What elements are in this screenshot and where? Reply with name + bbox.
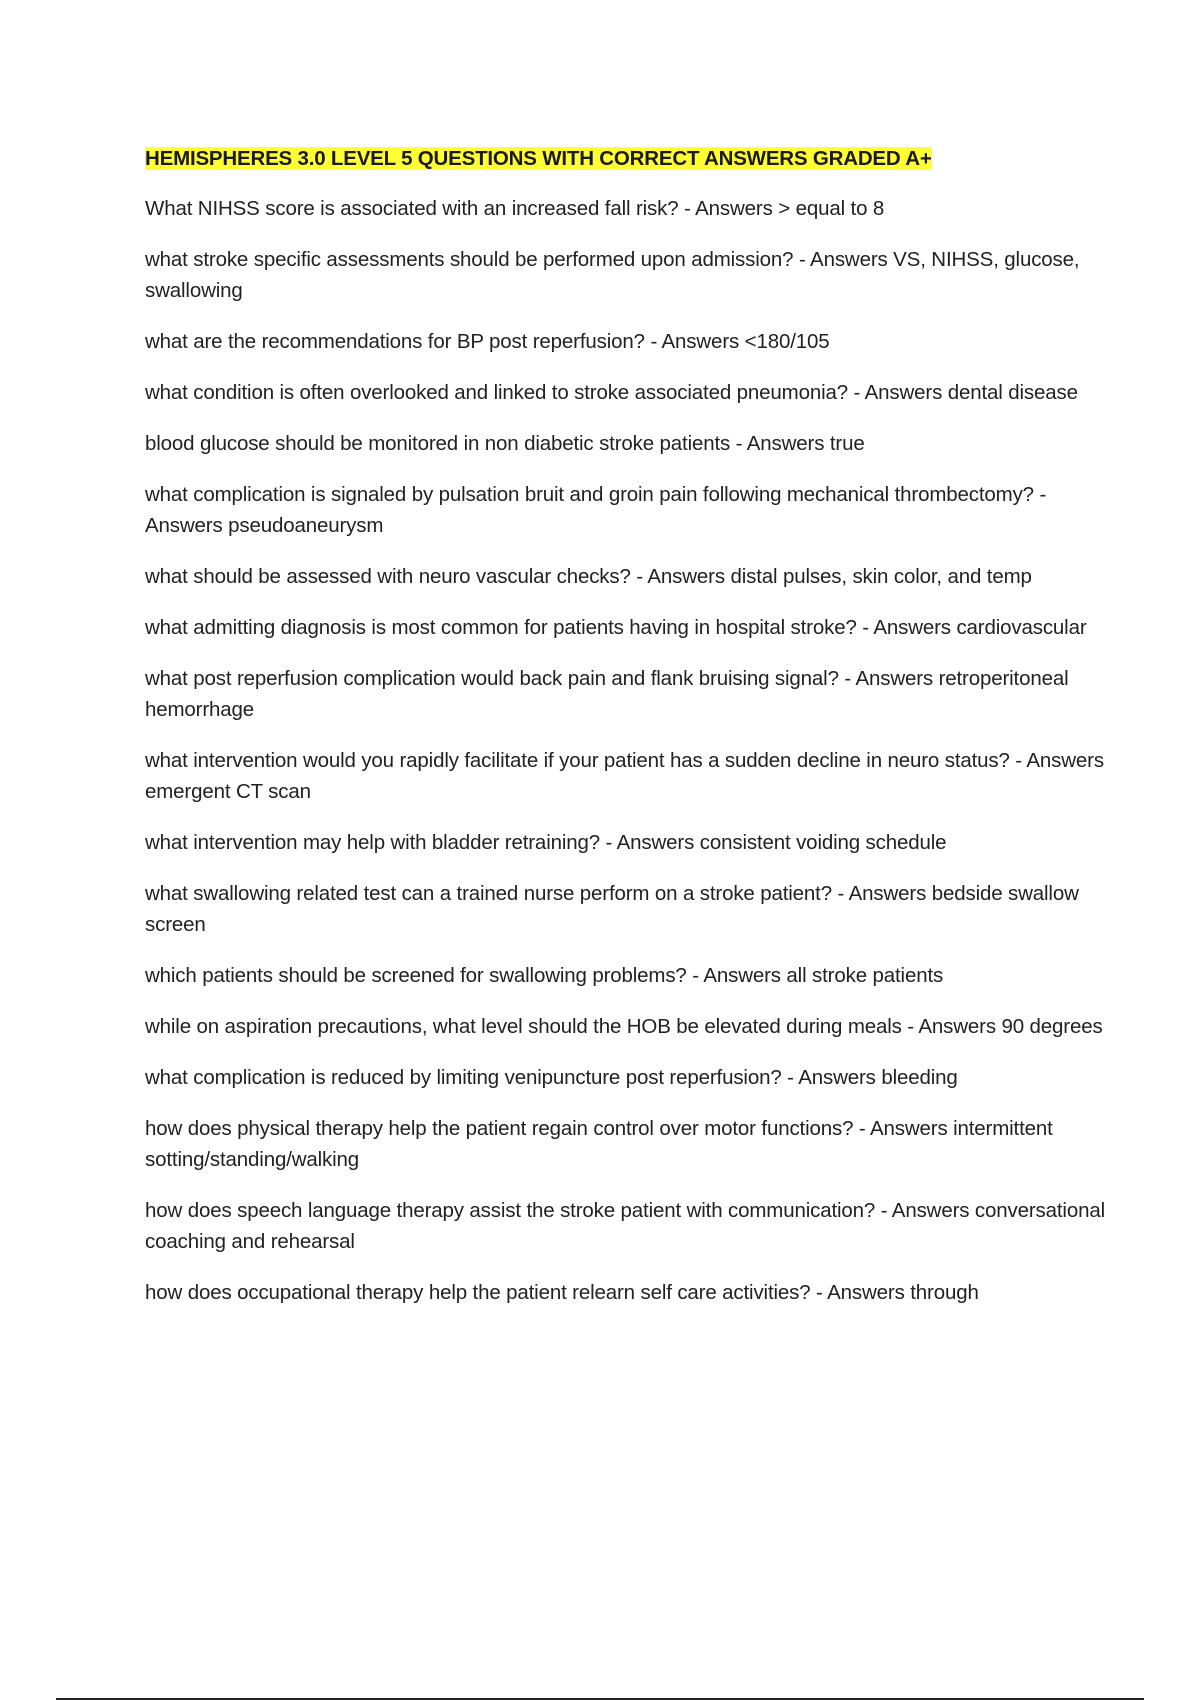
qa-item: how does physical therapy help the patient regain control over motor functions? - Answers intermittent sotting/standing/walking xyxy=(145,1117,1053,1171)
qa-item: what intervention may help with bladder retraining? - Answers consistent voiding schedule xyxy=(145,831,947,854)
document-body xyxy=(145,144,1105,1328)
qa-item: what complication is signaled by pulsation bruit and groin pain following mechanical thrombectomy? - Answers pseudoaneurysm xyxy=(145,483,1047,537)
qa-item: what admitting diagnosis is most common for patients having in hospital stroke? - Answers cardiovascular xyxy=(145,616,1087,639)
qa-item: what intervention would you rapidly facilitate if your patient has a sudden decline in neuro status? - Answers emergent CT scan xyxy=(145,749,1104,803)
document-title: HEMISPHERES 3.0 LEVEL 5 QUESTIONS WITH CORRECT ANSWERS GRADED A+ xyxy=(145,147,932,170)
qa-item: what are the recommendations for BP post reperfusion? - Answers <180/105 xyxy=(145,330,830,353)
qa-item: blood glucose should be monitored in non diabetic stroke patients - Answers true xyxy=(145,432,865,455)
qa-item: What NIHSS score is associated with an increased fall risk? - Answers > equal to 8 xyxy=(145,197,885,220)
qa-item: what stroke specific assessments should be performed upon admission? - Answers VS, NIHSS, glucose, swallowing xyxy=(145,248,1080,302)
qa-item: how does speech language therapy assist the stroke patient with communication? - Answers conversational coaching and rehearsal xyxy=(145,1199,1105,1253)
qa-item: what complication is reduced by limiting venipuncture post reperfusion? - Answers bleeding xyxy=(145,1066,958,1089)
qa-item: what condition is often overlooked and linked to stroke associated pneumonia? - Answers dental disease xyxy=(145,381,1078,404)
qa-item: what swallowing related test can a trained nurse perform on a stroke patient? - Answers bedside swallow screen xyxy=(145,882,1079,936)
qa-item: what post reperfusion complication would back pain and flank bruising signal? - Answers retroperitoneal hemorrhage xyxy=(145,667,1069,721)
qa-item: how does occupational therapy help the patient relearn self care activities? - Answers through xyxy=(145,1281,979,1304)
qa-item: which patients should be screened for swallowing problems? - Answers all stroke patients xyxy=(145,964,944,987)
qa-item: what should be assessed with neuro vascular checks? - Answers distal pulses, skin color, and temp xyxy=(145,565,1032,588)
qa-item: while on aspiration precautions, what level should the HOB be elevated during meals - Answers 90 degrees xyxy=(145,1015,1103,1038)
title-block xyxy=(145,144,1105,176)
